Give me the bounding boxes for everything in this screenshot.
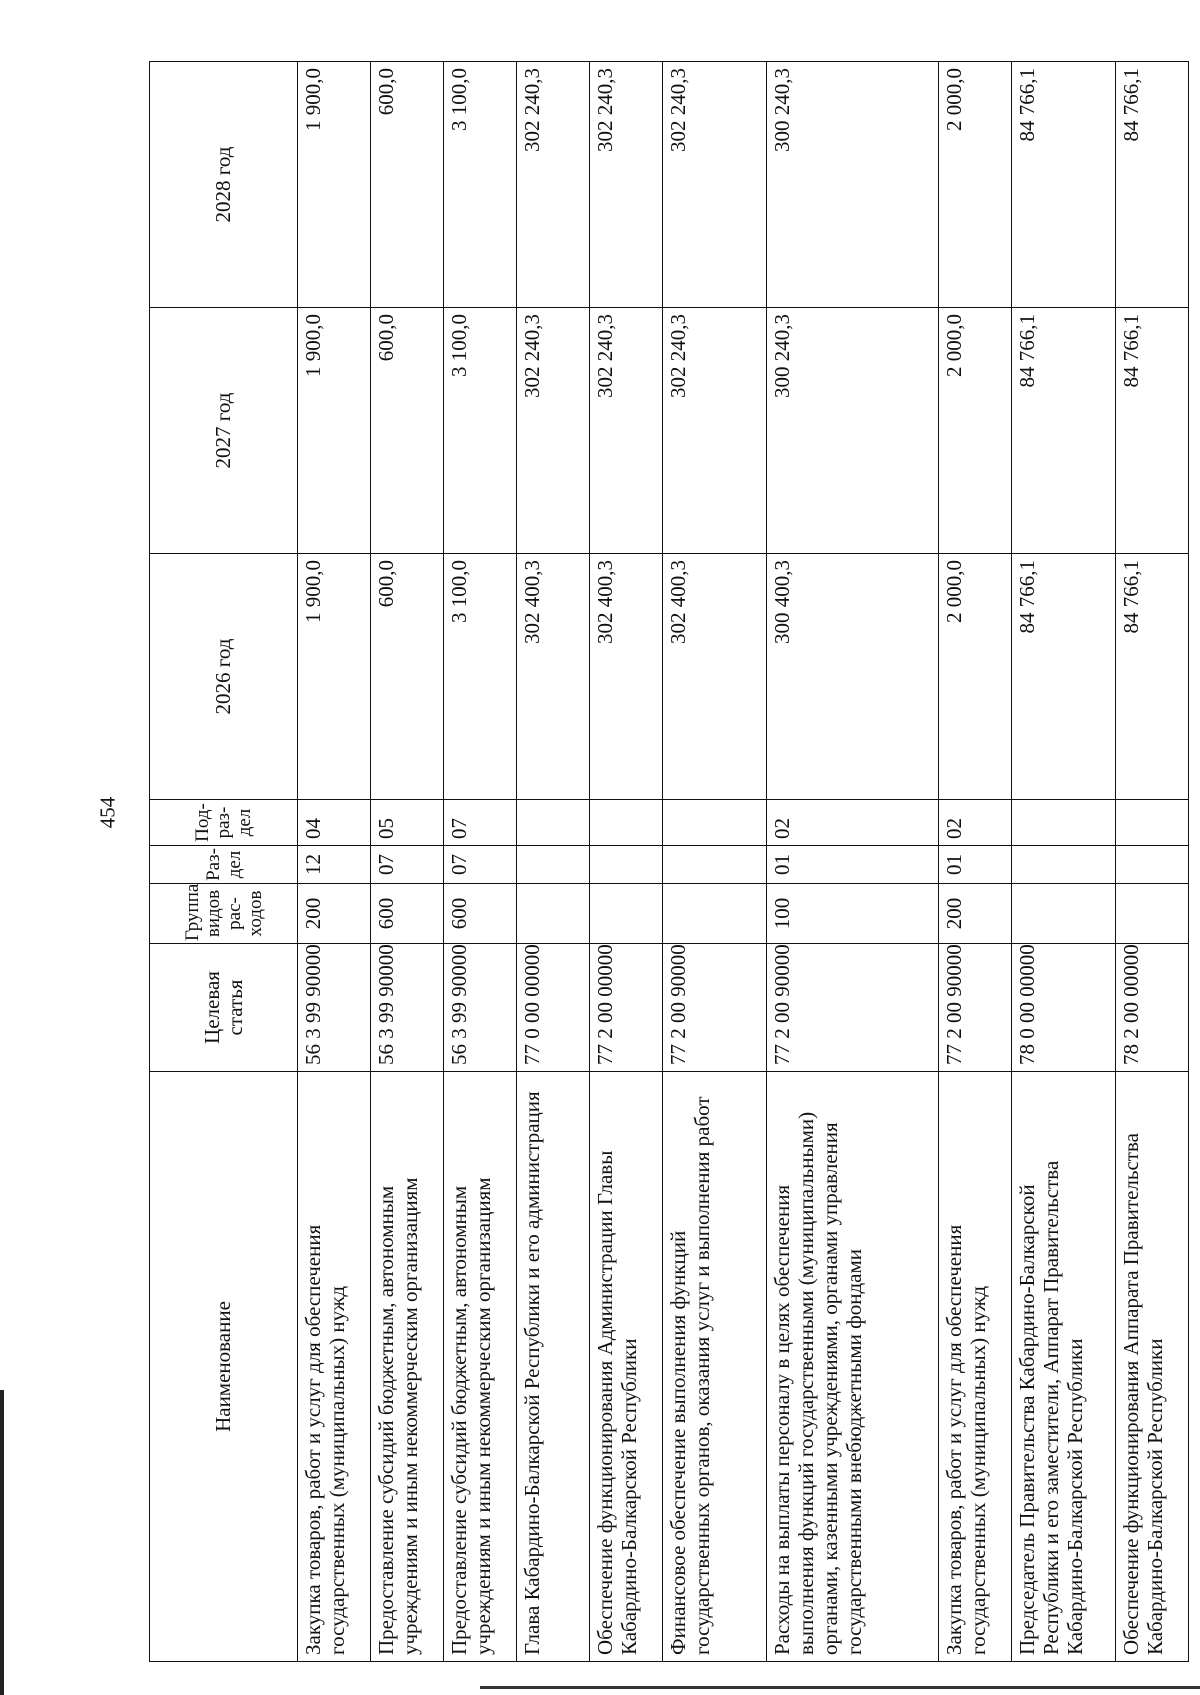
cell-2026: 84 766,1 bbox=[1115, 554, 1188, 800]
table-row bbox=[1115, 62, 1188, 1662]
cell-2027: 1 900,0 bbox=[298, 308, 371, 554]
scan-bottom-line bbox=[480, 1686, 1200, 1689]
cell-target: 56 3 99 90000 bbox=[298, 944, 371, 1072]
cell-section: 07 bbox=[370, 846, 443, 884]
cell-target: 78 0 00 00000 bbox=[1011, 944, 1115, 1072]
cell-2028: 84 766,1 bbox=[1115, 62, 1188, 308]
cell-section bbox=[662, 846, 766, 884]
cell-2028: 600,0 bbox=[370, 62, 443, 308]
cell-group bbox=[662, 884, 766, 944]
cell-2027: 302 240,3 bbox=[589, 308, 662, 554]
cell-section: 07 bbox=[443, 846, 516, 884]
cell-2027: 300 240,3 bbox=[766, 308, 938, 554]
header-group: Группа видов рас-ходов bbox=[150, 884, 298, 944]
cell-group: 600 bbox=[370, 884, 443, 944]
cell-2028: 302 240,3 bbox=[662, 62, 766, 308]
cell-2026: 1 900,0 bbox=[298, 554, 371, 800]
cell-target: 77 2 00 90000 bbox=[766, 944, 938, 1072]
header-section: Раз-дел bbox=[150, 846, 298, 884]
cell-subsection: 07 bbox=[443, 800, 516, 846]
cell-2027: 84 766,1 bbox=[1011, 308, 1115, 554]
table-row bbox=[938, 62, 1011, 1662]
cell-2026: 2 000,0 bbox=[938, 554, 1011, 800]
cell-2026: 84 766,1 bbox=[1011, 554, 1115, 800]
cell-group bbox=[516, 884, 589, 944]
cell-2027: 84 766,1 bbox=[1115, 308, 1188, 554]
cell-name: Председатель Правительства Кабардино-Балкарской Республики и его заместители, Аппарат Правительства Кабардино-Балкарской Республики bbox=[1011, 1072, 1115, 1662]
cell-name: Закупка товаров, работ и услуг для обеспечения государственных (муниципальных) нужд bbox=[938, 1072, 1011, 1662]
cell-group bbox=[1011, 884, 1115, 944]
header-2027: 2027 год bbox=[150, 308, 298, 554]
cell-target: 77 2 00 90000 bbox=[938, 944, 1011, 1072]
cell-name: Закупка товаров, работ и услуг для обеспечения государственных (муниципальных) нужд bbox=[298, 1072, 371, 1662]
cell-2027: 2 000,0 bbox=[938, 308, 1011, 554]
cell-name: Обеспечение функционирования Аппарата Правительства Кабардино-Балкарской Республики bbox=[1115, 1072, 1188, 1662]
cell-subsection: 05 bbox=[370, 800, 443, 846]
cell-subsection bbox=[516, 800, 589, 846]
cell-group: 200 bbox=[298, 884, 371, 944]
cell-2026: 302 400,3 bbox=[662, 554, 766, 800]
cell-2027: 302 240,3 bbox=[662, 308, 766, 554]
cell-2027: 302 240,3 bbox=[516, 308, 589, 554]
table-row bbox=[589, 62, 662, 1662]
cell-name: Предоставление субсидий бюджетным, автономным учреждениям и иным некоммерческим организациям bbox=[370, 1072, 443, 1662]
cell-name: Предоставление субсидий бюджетным, автономным учреждениям и иным некоммерческим организациям bbox=[443, 1072, 516, 1662]
cell-target: 77 2 00 90000 bbox=[662, 944, 766, 1072]
cell-group: 100 bbox=[766, 884, 938, 944]
cell-name: Финансовое обеспечение выполнения функций государственных органов, оказания услуг и выполнения работ bbox=[662, 1072, 766, 1662]
header-target: Целевая статья bbox=[150, 944, 298, 1072]
table-body bbox=[298, 62, 1189, 1662]
cell-subsection bbox=[662, 800, 766, 846]
cell-target: 56 3 99 90000 bbox=[370, 944, 443, 1072]
cell-name: Расходы на выплаты персоналу в целях обеспечения выполнения функций государственными (муниципальными) органами, казенными учреждениями, органами управления государственными внебюджетными фондами bbox=[766, 1072, 938, 1662]
table-row bbox=[662, 62, 766, 1662]
cell-2027: 3 100,0 bbox=[443, 308, 516, 554]
cell-2026: 300 400,3 bbox=[766, 554, 938, 800]
table-row bbox=[443, 62, 516, 1662]
cell-2028: 302 240,3 bbox=[516, 62, 589, 308]
cell-2028: 302 240,3 bbox=[589, 62, 662, 308]
table-row bbox=[1011, 62, 1115, 1662]
rotated-table-container bbox=[149, 62, 1189, 1662]
cell-2028: 1 900,0 bbox=[298, 62, 371, 308]
cell-2027: 600,0 bbox=[370, 308, 443, 554]
cell-subsection bbox=[589, 800, 662, 846]
cell-2026: 302 400,3 bbox=[516, 554, 589, 800]
cell-target: 77 0 00 00000 bbox=[516, 944, 589, 1072]
cell-group bbox=[1115, 884, 1188, 944]
header-2026: 2026 год bbox=[150, 554, 298, 800]
cell-name: Глава Кабардино-Балкарской Республики и его администрация bbox=[516, 1072, 589, 1662]
cell-2028: 3 100,0 bbox=[443, 62, 516, 308]
header-name: Наименование bbox=[150, 1072, 298, 1662]
cell-target: 56 3 99 90000 bbox=[443, 944, 516, 1072]
cell-subsection: 04 bbox=[298, 800, 371, 846]
table-row bbox=[766, 62, 938, 1662]
cell-2026: 600,0 bbox=[370, 554, 443, 800]
cell-2028: 84 766,1 bbox=[1011, 62, 1115, 308]
cell-section bbox=[1115, 846, 1188, 884]
table-row bbox=[370, 62, 443, 1662]
header-2028: 2028 год bbox=[150, 62, 298, 308]
cell-group: 200 bbox=[938, 884, 1011, 944]
cell-2028: 300 240,3 bbox=[766, 62, 938, 308]
cell-target: 77 2 00 00000 bbox=[589, 944, 662, 1072]
cell-section bbox=[589, 846, 662, 884]
cell-section bbox=[516, 846, 589, 884]
cell-group: 600 bbox=[443, 884, 516, 944]
cell-subsection: 02 bbox=[766, 800, 938, 846]
cell-section bbox=[1011, 846, 1115, 884]
cell-2026: 3 100,0 bbox=[443, 554, 516, 800]
cell-section: 01 bbox=[938, 846, 1011, 884]
cell-group bbox=[589, 884, 662, 944]
cell-subsection: 02 bbox=[938, 800, 1011, 846]
cell-subsection bbox=[1011, 800, 1115, 846]
cell-subsection bbox=[1115, 800, 1188, 846]
header-subsection: Под-раз-дел bbox=[150, 800, 298, 846]
cell-section: 12 bbox=[298, 846, 371, 884]
cell-target: 78 2 00 00000 bbox=[1115, 944, 1188, 1072]
cell-section: 01 bbox=[766, 846, 938, 884]
header-row bbox=[150, 62, 298, 1662]
budget-table bbox=[149, 61, 1189, 1662]
table-row bbox=[516, 62, 589, 1662]
cell-name: Обеспечение функционирования Администрации Главы Кабардино-Балкарской Республики bbox=[589, 1072, 662, 1662]
cell-2028: 2 000,0 bbox=[938, 62, 1011, 308]
scan-edge bbox=[0, 1390, 4, 1695]
cell-2026: 302 400,3 bbox=[589, 554, 662, 800]
page-number: 454 bbox=[95, 796, 120, 829]
table-row bbox=[298, 62, 371, 1662]
